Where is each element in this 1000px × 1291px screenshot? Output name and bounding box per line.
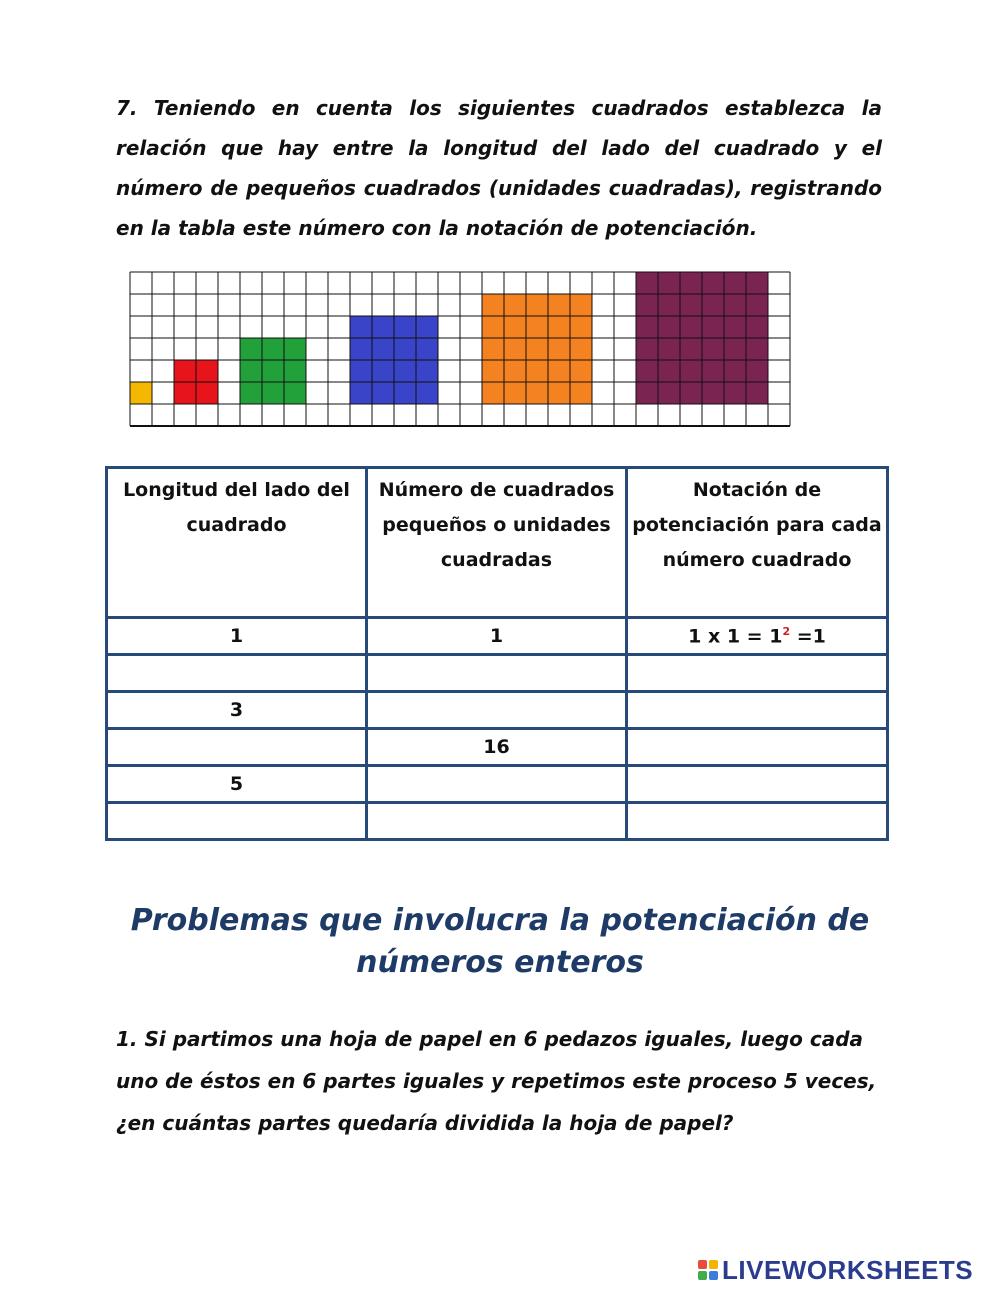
table-header-row [107, 468, 888, 618]
cell-count [367, 692, 627, 729]
count-input[interactable] [376, 695, 616, 725]
cell-notation [627, 655, 888, 692]
cell-side: 5 [107, 766, 367, 803]
logo-tile [698, 1271, 707, 1280]
cell-count [367, 655, 627, 692]
brand-name: LIVEWORKSHEETS [722, 1254, 974, 1285]
table-row [107, 803, 888, 840]
cell-side: 3 [107, 692, 367, 729]
cell-count: 1 [367, 618, 627, 655]
liveworksheets-logo-icon [698, 1260, 718, 1280]
header-side-length: Longitud del lado del cuadrado [107, 468, 367, 618]
count-input[interactable] [376, 769, 616, 799]
logo-tile [709, 1260, 718, 1269]
count-input[interactable] [376, 658, 616, 688]
answer-area[interactable] [116, 1150, 886, 1230]
cell-count: 16 [367, 729, 627, 766]
cell-notation [627, 803, 888, 840]
notation-input[interactable] [636, 769, 877, 799]
cell-count [367, 766, 627, 803]
section-title-line1: Problemas que involucra la potenciación de [130, 903, 870, 938]
side-input[interactable] [116, 732, 356, 762]
logo-tile [698, 1260, 707, 1269]
problem-statement: 1. Si partimos una hoja de papel en 6 pedazos iguales, luego cada uno de éstos en 6 partes iguales y repetimos este proceso 5 veces, ¿en cuántas partes quedaría dividida la hoja de papel? [116, 1027, 877, 1135]
notation-input[interactable] [636, 695, 877, 725]
logo-tile [709, 1271, 718, 1280]
cell-notation [627, 766, 888, 803]
table-row [107, 618, 888, 655]
notation-input[interactable] [636, 732, 877, 762]
table-row [107, 729, 888, 766]
notation-result: =1 [790, 625, 826, 648]
notation-base: 1 x 1 = 1 [688, 625, 783, 648]
cell-side [107, 803, 367, 840]
squares-grid-figure [128, 270, 796, 434]
cell-side: 1 [107, 618, 367, 655]
side-input[interactable] [116, 658, 356, 688]
notation-exponent: 2 [782, 624, 791, 638]
cell-notation [627, 618, 888, 655]
cell-side [107, 655, 367, 692]
powers-table [105, 466, 889, 841]
colored-square-5 [482, 294, 592, 404]
table-row [107, 655, 888, 692]
brand-footer [698, 1255, 973, 1285]
side-input[interactable] [116, 806, 356, 836]
section-title [100, 900, 900, 984]
notation-input[interactable] [636, 806, 877, 836]
count-input[interactable] [376, 806, 616, 836]
header-power-notation: Notación de potenciación para cada número cuadrado [627, 468, 888, 618]
colored-square-3 [240, 338, 306, 404]
notation-input[interactable] [636, 658, 877, 688]
section-title-line2: números enteros [356, 945, 644, 980]
cell-notation [627, 692, 888, 729]
cell-notation [627, 729, 888, 766]
table-row [107, 692, 888, 729]
colored-square-1 [130, 382, 152, 404]
cell-count [367, 803, 627, 840]
cell-side [107, 729, 367, 766]
header-square-count: Número de cuadrados pequeños o unidades cuadradas [367, 468, 627, 618]
table-row [107, 766, 888, 803]
exercise-instructions: 7. Teniendo en cuenta los siguientes cuadrados establezca la relación que hay entre la longitud del lado del cuadrado y el número de pequeños cuadrados (unidades cuadradas), registrando en la tabla este número con la notación de potenciación. [116, 96, 882, 240]
